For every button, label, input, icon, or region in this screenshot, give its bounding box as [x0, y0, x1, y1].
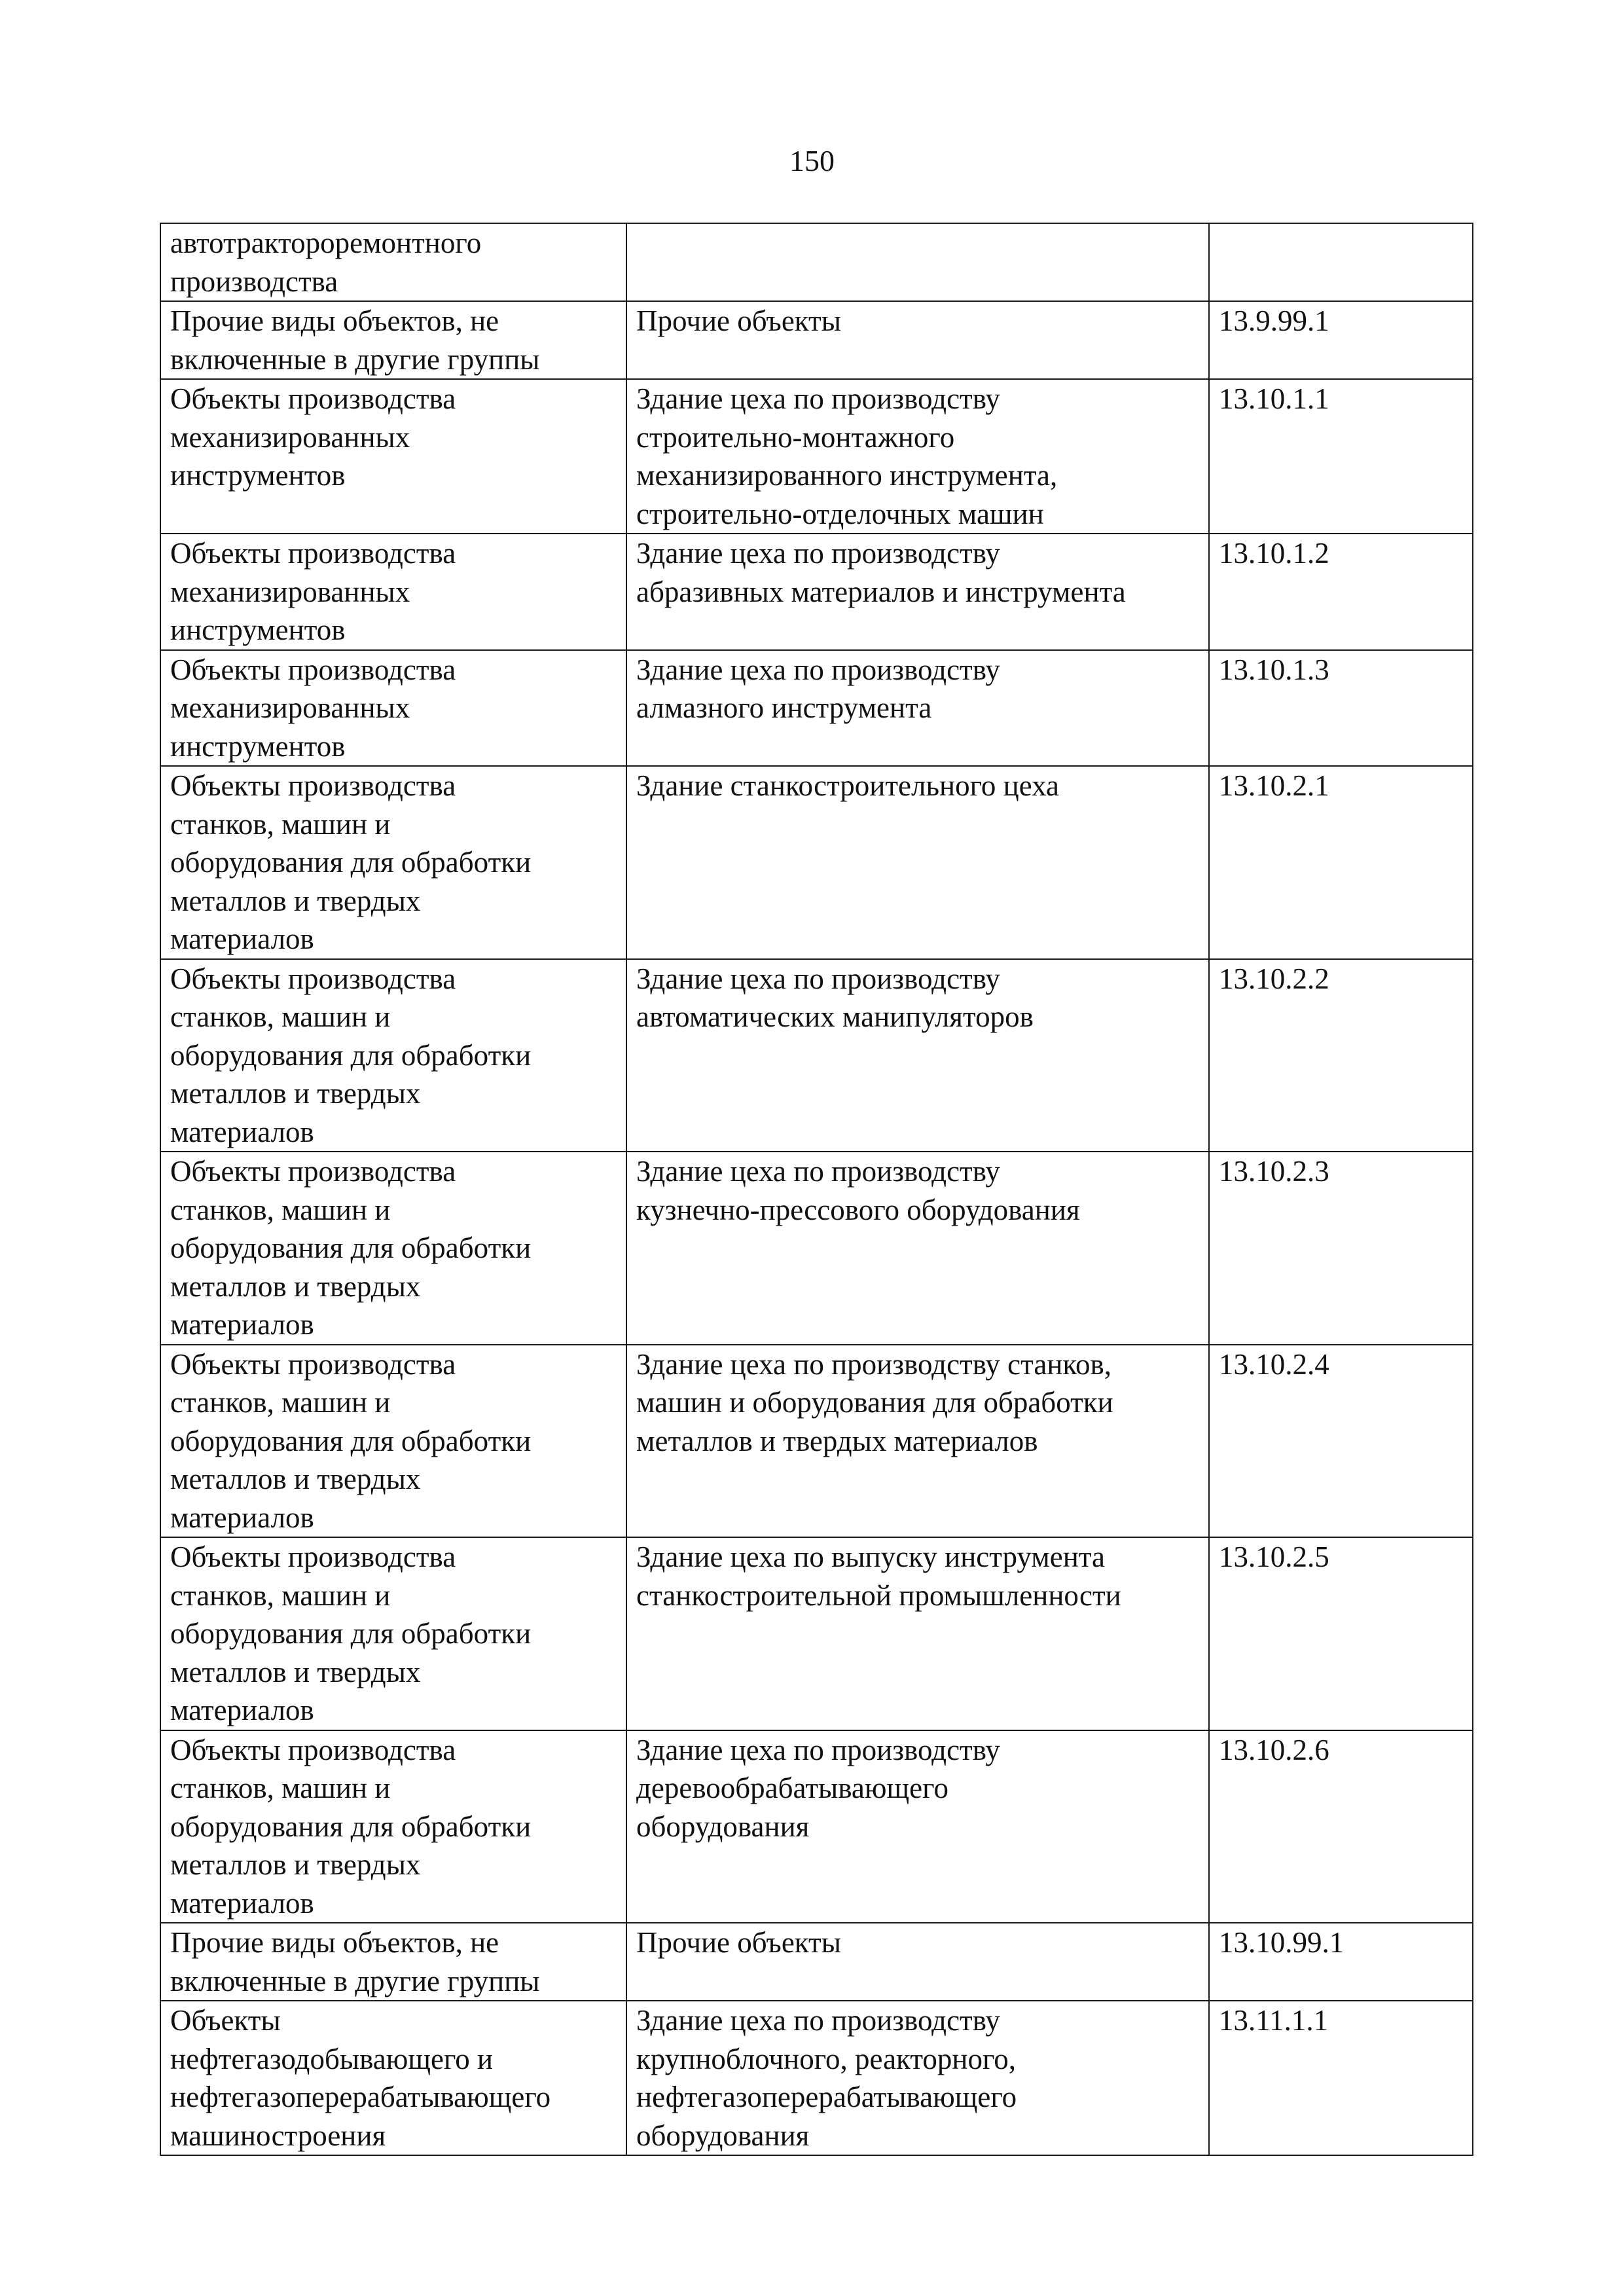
- table-row: [160, 1345, 1473, 1538]
- object-name-text: Здание цеха по производству кузнечно-прессового оборудования: [636, 1155, 1080, 1226]
- code-text: 13.10.1.3: [1219, 653, 1329, 686]
- object-type-text: Прочие виды объектов, не включенные в другие группы: [170, 304, 540, 376]
- object-name-cell: [626, 959, 1209, 1152]
- code-text: 13.10.2.1: [1219, 769, 1329, 802]
- object-type-text: Объекты производства механизированных инструментов: [170, 653, 456, 763]
- object-type-text: Объекты производства станков, машин и оборудования для обработки металлов и твердых материалов: [170, 1155, 532, 1341]
- code-cell: [1209, 1923, 1473, 2001]
- code-cell: [1209, 2001, 1473, 2155]
- object-type-text: Объекты производства механизированных инструментов: [170, 382, 456, 492]
- object-name-cell: [626, 223, 1209, 301]
- table-row: [160, 379, 1473, 534]
- object-name-text: Здание цеха по выпуску инструмента станкостроительной промышленности: [636, 1540, 1121, 1612]
- code-text: 13.10.99.1: [1219, 1926, 1344, 1959]
- code-text: 13.11.1.1: [1219, 2004, 1329, 2037]
- object-name-cell: [626, 534, 1209, 650]
- object-type-cell: [160, 301, 626, 379]
- object-type-text: Прочие виды объектов, не включенные в другие группы: [170, 1926, 540, 1997]
- object-name-text: Здание цеха по производству абразивных материалов и инструмента: [636, 537, 1126, 608]
- object-type-text: Объекты производства станков, машин и оборудования для обработки металлов и твердых материалов: [170, 769, 532, 955]
- code-text: 13.10.2.3: [1219, 1155, 1329, 1188]
- code-cell: [1209, 223, 1473, 301]
- object-name-cell: [626, 2001, 1209, 2155]
- code-cell: [1209, 301, 1473, 379]
- object-name-text: Здание цеха по производству автоматических манипуляторов: [636, 962, 1034, 1033]
- object-type-cell: [160, 1152, 626, 1345]
- object-type-cell: [160, 379, 626, 534]
- object-name-text: Здание цеха по производству станков, машин и оборудования для обработки металлов и твердых материалов: [636, 1347, 1113, 1457]
- object-name-cell: [626, 766, 1209, 959]
- object-type-cell: [160, 650, 626, 767]
- table-row: [160, 1730, 1473, 1923]
- object-name-cell: [626, 379, 1209, 534]
- classification-table: [160, 223, 1473, 2156]
- code-text: 13.10.2.4: [1219, 1347, 1329, 1381]
- table-row: [160, 766, 1473, 959]
- object-name-cell: [626, 301, 1209, 379]
- page-number: 150: [789, 144, 835, 177]
- object-type-cell: [160, 959, 626, 1152]
- code-cell: [1209, 1345, 1473, 1538]
- object-type-text: Объекты производства станков, машин и оборудования для обработки металлов и твердых материалов: [170, 1540, 532, 1726]
- object-name-text: Прочие объекты: [636, 1926, 841, 1959]
- table-row: [160, 2001, 1473, 2155]
- code-text: 13.10.1.2: [1219, 537, 1329, 570]
- object-name-cell: [626, 650, 1209, 767]
- object-type-cell: [160, 2001, 626, 2155]
- object-name-text: Здание цеха по производству алмазного инструмента: [636, 653, 1000, 724]
- object-name-cell: [626, 1152, 1209, 1345]
- code-text: 13.9.99.1: [1219, 304, 1329, 337]
- object-name-text: Здание цеха по производству деревообрабатывающего оборудования: [636, 1733, 1000, 1843]
- table-row: [160, 959, 1473, 1152]
- object-type-cell: [160, 1537, 626, 1730]
- code-cell: [1209, 766, 1473, 959]
- table-row: [160, 223, 1473, 301]
- table-row: [160, 301, 1473, 379]
- code-cell: [1209, 379, 1473, 534]
- table-row: [160, 1152, 1473, 1345]
- object-type-text: Объекты производства механизированных инструментов: [170, 537, 456, 646]
- code-cell: [1209, 959, 1473, 1152]
- object-type-cell: [160, 1345, 626, 1538]
- object-type-text: Объекты производства станков, машин и оборудования для обработки металлов и твердых материалов: [170, 1733, 532, 1920]
- object-type-cell: [160, 1730, 626, 1923]
- object-type-cell: [160, 534, 626, 650]
- object-name-cell: [626, 1923, 1209, 2001]
- object-type-cell: [160, 1923, 626, 2001]
- object-name-cell: [626, 1730, 1209, 1923]
- code-text: 13.10.2.6: [1219, 1733, 1329, 1766]
- table-row: [160, 534, 1473, 650]
- object-name-text: Прочие объекты: [636, 304, 841, 337]
- table-row: [160, 1923, 1473, 2001]
- code-cell: [1209, 534, 1473, 650]
- code-cell: [1209, 1537, 1473, 1730]
- object-type-text: Объекты нефтегазодобывающего и нефтегазоперерабатывающего машиностроения: [170, 2004, 551, 2152]
- code-text: 13.10.2.5: [1219, 1540, 1329, 1573]
- table-row: [160, 1537, 1473, 1730]
- object-name-text: Здание цеха по производству строительно-монтажного механизированного инструмента, строительно-отделочных машин: [636, 382, 1058, 530]
- object-name-text: Здание станкостроительного цеха: [636, 769, 1060, 802]
- object-type-cell: [160, 766, 626, 959]
- code-text: 13.10.2.2: [1219, 962, 1329, 995]
- code-cell: [1209, 1730, 1473, 1923]
- table-row: [160, 650, 1473, 767]
- code-text: 13.10.1.1: [1219, 382, 1329, 415]
- object-name-cell: [626, 1345, 1209, 1538]
- object-type-text: Объекты производства станков, машин и оборудования для обработки металлов и твердых материалов: [170, 962, 532, 1148]
- code-cell: [1209, 1152, 1473, 1345]
- object-type-cell: [160, 223, 626, 301]
- object-type-text: Объекты производства станков, машин и оборудования для обработки металлов и твердых материалов: [170, 1347, 532, 1534]
- object-type-text: автотрактороремонтного производства: [170, 227, 482, 298]
- object-name-text: Здание цеха по производству крупноблочного, реакторного, нефтегазоперерабатывающего оборудования: [636, 2004, 1017, 2152]
- object-name-cell: [626, 1537, 1209, 1730]
- code-cell: [1209, 650, 1473, 767]
